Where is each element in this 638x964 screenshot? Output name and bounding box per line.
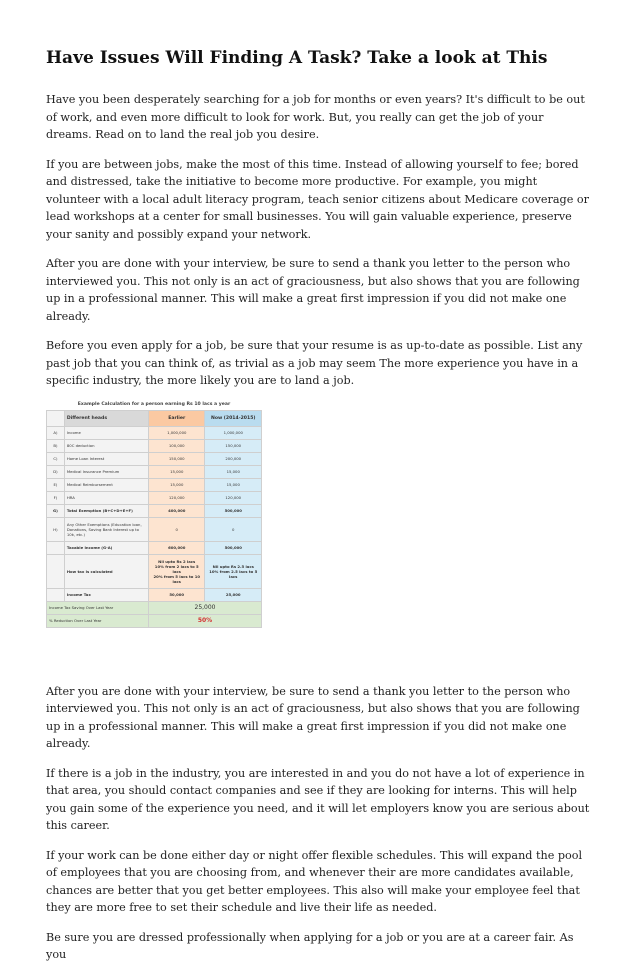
table-cell-now: Nil upto Rs 2.5 lacs 10% from 2.5 lacs to 5 lacs [205, 554, 262, 588]
table-cell-now: 0 [205, 517, 262, 541]
table-row [47, 465, 262, 478]
paragraph: If you are between jobs, make the most of this time. Instead of allowing yourself to fee; bored and distressed, take the initiative to become more productive. For example, you might volunteer with a local adult literacy program, teach senior citizens about Medicare coverage or lead workshops at a center for small businesses. You will gain valuable experience, preserve your sanity and possibly expand your network. [46, 157, 589, 241]
table-cell-earlier: 400,000 [149, 504, 205, 517]
tax-calculation-table [46, 410, 262, 628]
table-cell-head: Income Tax [64, 588, 148, 601]
table-cell-head: Home Loan Interest [64, 452, 148, 465]
paragraph: If there is a job in the industry, you are interested in and you do not have a lot of experience in that area, you should contact companies and see if they are looking for interns. This will help you gain some of the experience you need, and it will let employers know you are serious about this career. [46, 766, 590, 832]
paragraph: Have you been desperately searching for a job for months or even years? It's difficult to be out of work, and even more difficult to look for work. But, you really can get the job of your dreams. Read on to land the real job you desire. [46, 93, 585, 141]
table-row [47, 439, 262, 452]
table-cell-earlier: 0 [149, 517, 205, 541]
paragraph: After you are done with your interview, be sure to send a thank you letter to the person who interviewed you. This not only is an act of graciousness, but also shows that you are following up in a professional manner. This will make a great first impression if you did not make one already. [46, 257, 580, 323]
table-cell-head: Income [64, 426, 148, 439]
table-cell-head: Medical Reimbursement [64, 478, 148, 491]
table-cell-head: How tax is calculated [64, 554, 148, 588]
table-cell-now: 500,000 [205, 504, 262, 517]
saving-label: Income Tax Saving Over Last Year [47, 601, 149, 614]
table-cell-now: 1,000,000 [205, 426, 262, 439]
table-cell-earlier: 50,000 [149, 588, 205, 601]
table-cell-now: 150,000 [205, 439, 262, 452]
table-cell-id: E) [47, 478, 65, 491]
table-row [47, 478, 262, 491]
paragraph: If your work can be done either day or night offer flexible schedules. This will expand the pool of employees that you are choosing from, and whenever their are more candidates available, chances are better that you get better employees. This also will make your employee feel that they are more free to set their schedule and live their life as needed. [46, 848, 583, 914]
table-cell-now: 25,000 [205, 588, 262, 601]
table-cell-earlier: 600,000 [149, 541, 205, 554]
table-cell-id [47, 588, 65, 601]
table-row [47, 541, 262, 554]
table-cell-id: F) [47, 491, 65, 504]
saving-row [47, 601, 262, 614]
table-cell-earlier: 1,000,000 [149, 426, 205, 439]
table-cell-now: 120,000 [205, 491, 262, 504]
table-cell-now: 500,000 [205, 541, 262, 554]
table-cell-head: Medical Insurance Premium [64, 465, 148, 478]
table-cell-head: Any Other Exemptions (Education loan, Donations, Saving Bank Interest up to 10k, etc.) [64, 517, 148, 541]
header-earlier-cell: Earlier [149, 410, 205, 426]
table-row [47, 452, 262, 465]
table-row [47, 504, 262, 517]
table-cell-id: G) [47, 504, 65, 517]
table-cell-head: 80C deduction [64, 439, 148, 452]
table-cell-id: D) [47, 465, 65, 478]
table-cell-id: A) [47, 426, 65, 439]
table-cell-head: HRA [64, 491, 148, 504]
table-cell-now: 15,000 [205, 478, 262, 491]
table-cell-now: 200,000 [205, 452, 262, 465]
paragraph: Be sure you are dressed professionally when applying for a job or you are at a career fair. As you [46, 930, 574, 961]
table-cell-now: 15,000 [205, 465, 262, 478]
tax-calculation-figure [46, 402, 262, 628]
paragraph: Before you even apply for a job, be sure that your resume is as up-to-date as possible. List any past job that you can think of, as trivial as a job may seem The more experience you have in a specific industry, the more likely you are to land a job. [46, 339, 583, 387]
table-cell-head: Taxable Income (G-A) [64, 541, 148, 554]
table-cell-id: B) [47, 439, 65, 452]
header-heads-cell: Different heads [64, 410, 148, 426]
saving-value: 25,000 [149, 601, 262, 614]
table-cell-earlier: 15,000 [149, 465, 205, 478]
table-cell-id: H) [47, 517, 65, 541]
reduction-label: % Reduction Over Last Year [47, 614, 149, 627]
table-cell-earlier: 150,000 [149, 452, 205, 465]
page-title: Have Issues Will Finding A Task? Take a look at This [46, 48, 548, 68]
table-cell-head: Total Exemption (B+C+D+E+F) [64, 504, 148, 517]
table-row [47, 491, 262, 504]
table-cell-earlier: 120,000 [149, 491, 205, 504]
figure-title: Example Calculation for a person earning Rs 10 lacs a year [77, 401, 231, 407]
table-cell-id: C) [47, 452, 65, 465]
table-row [47, 426, 262, 439]
table-cell-earlier: 15,000 [149, 478, 205, 491]
table-row [47, 588, 262, 601]
table-row [47, 554, 262, 588]
table-cell-id [47, 541, 65, 554]
paragraph: After you are done with your interview, be sure to send a thank you letter to the person who interviewed you. This not only is an act of graciousness, but also shows that you are following up in a professional manner. This will make a great first impression if you did not make one already. [46, 684, 580, 750]
header-now-cell: Now (2014-2015) [205, 410, 262, 426]
reduction-value: 50% [149, 614, 262, 627]
table-cell-earlier: 100,000 [149, 439, 205, 452]
reduction-row [47, 614, 262, 627]
body-top [46, 91, 592, 390]
table-header-row [47, 410, 262, 426]
header-id-cell [47, 410, 65, 426]
table-cell-id [47, 554, 65, 588]
table-cell-earlier: Nil upto Rs 2 lacs 10% from 2 lacs to 5 lacs 20% from 5 lacs to 10 lacs [149, 554, 205, 588]
body-bottom [46, 683, 592, 964]
table-row [47, 517, 262, 541]
